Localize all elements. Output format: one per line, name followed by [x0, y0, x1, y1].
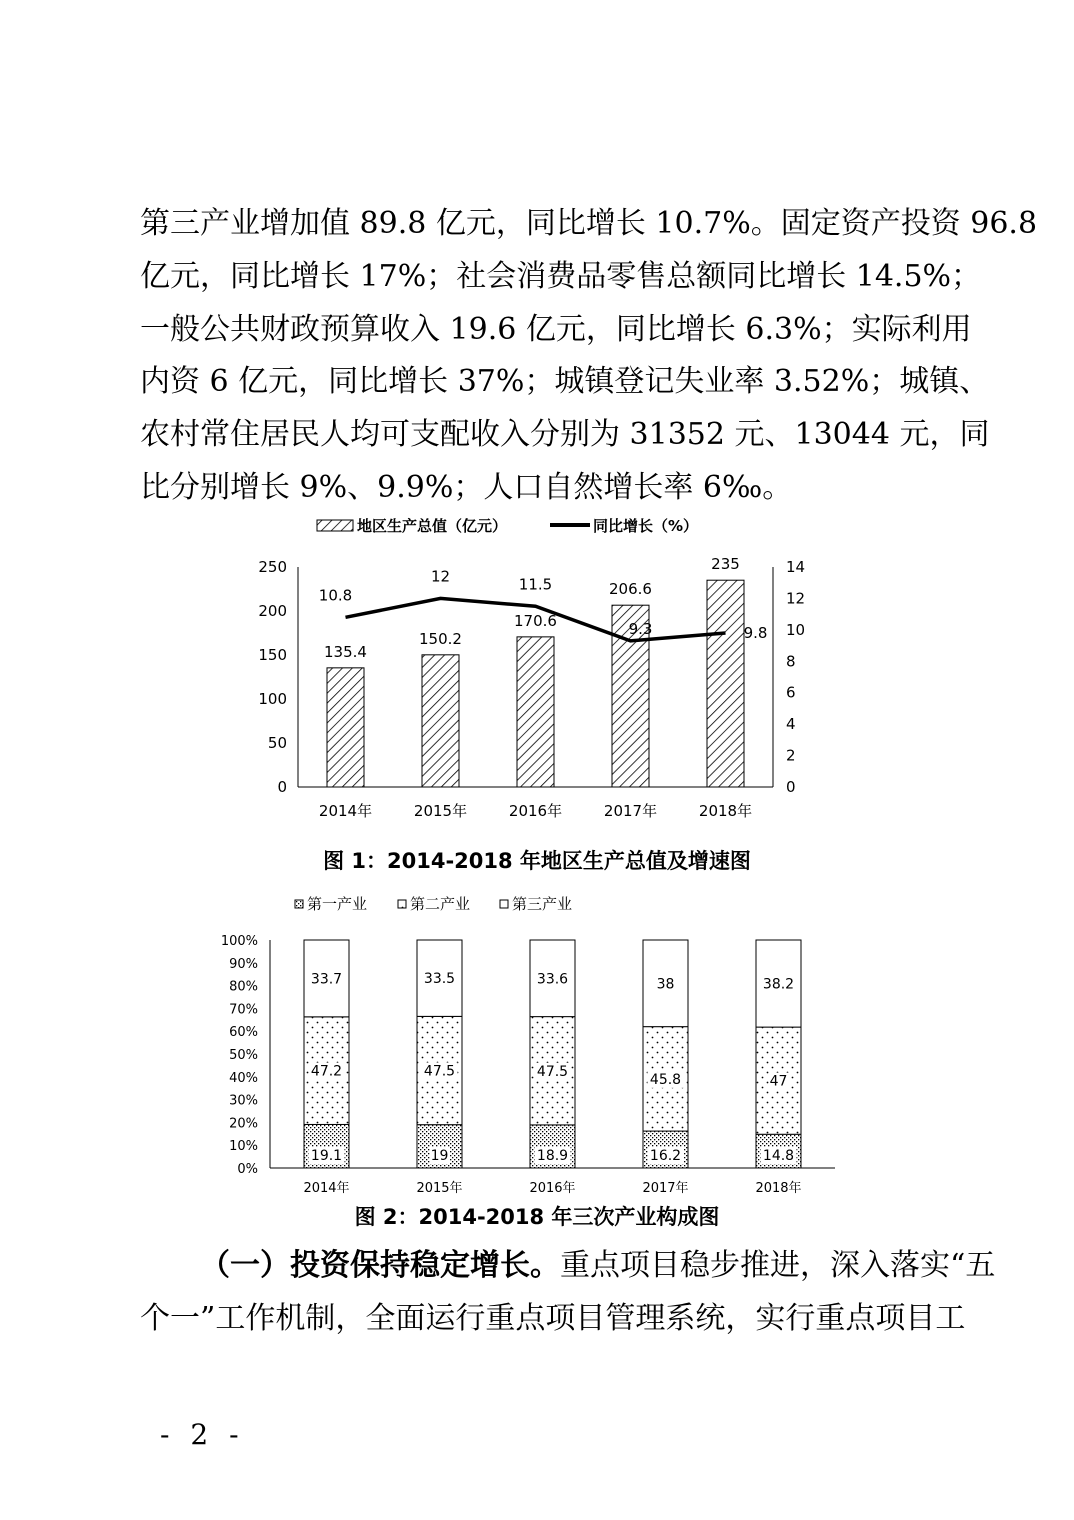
- right-tick-label: 4: [786, 715, 796, 734]
- segment-value-label: 33.6: [536, 971, 569, 988]
- x-tick-label: 2018年: [698, 802, 753, 820]
- legend-tertiary-label: 第三产业: [512, 895, 573, 913]
- x-tick-label: 2014年: [303, 1181, 350, 1196]
- y-tick-label: 60%: [229, 1025, 258, 1041]
- segment-value-label: 16.2: [649, 1148, 682, 1164]
- left-tick-label: 250: [258, 558, 287, 576]
- text-line: 内资 6 亿元，同比增长 37%；城镇登记失业率 3.52%；城镇、: [140, 364, 990, 400]
- segment-value-label: 47: [769, 1073, 788, 1090]
- y-tick-label: 80%: [229, 979, 258, 995]
- x-tick-label: 2016年: [508, 802, 563, 820]
- intro-paragraph: [140, 198, 1038, 515]
- y-tick-label: 20%: [229, 1116, 258, 1132]
- segment-value-label: 19: [430, 1148, 449, 1164]
- right-tick-label: 8: [786, 652, 796, 671]
- y-tick-label: 0%: [237, 1162, 258, 1177]
- growth-value-label: 11.5: [518, 575, 553, 594]
- gdp-value-label: 235: [711, 555, 740, 574]
- x-tick-label: 2016年: [529, 1181, 576, 1196]
- section-text: 重点项目稳步推进，深入落实“五: [560, 1248, 996, 1283]
- x-tick-label: 2018年: [755, 1181, 802, 1196]
- right-tick-label: 2: [786, 746, 796, 765]
- segment-value-label: 33.5: [423, 971, 456, 988]
- x-tick-label: 2017年: [603, 802, 658, 820]
- y-tick-label: 70%: [229, 1002, 258, 1018]
- gdp-bar: [327, 668, 364, 787]
- right-tick-label: 10: [786, 620, 806, 639]
- left-tick-label: 50: [267, 734, 287, 752]
- segment-value-label: 14.8: [762, 1148, 795, 1164]
- segment-value-label: 47.5: [423, 1063, 456, 1080]
- left-tick-label: 150: [258, 646, 287, 664]
- right-tick-label: 0: [786, 778, 796, 796]
- segment-value-label: 38: [656, 976, 675, 993]
- text-line: 个一”工作机制，全面运行重点项目管理系统，实行重点项目工: [140, 1300, 966, 1336]
- y-tick-label: 30%: [229, 1093, 258, 1109]
- y-tick-label: 100%: [220, 934, 258, 949]
- left-tick-label: 0: [277, 778, 287, 796]
- x-tick-label: 2015年: [416, 1181, 463, 1196]
- x-tick-label: 2015年: [413, 802, 468, 820]
- segment-value-label: 47.2: [310, 1063, 343, 1080]
- legend-growth-label: 同比增长（%）: [593, 517, 699, 535]
- gdp-bar: [707, 580, 744, 787]
- x-tick-label: 2014年: [318, 802, 373, 820]
- text-line: 比分别增长 9%、9.9%；人口自然增长率 6‰。: [140, 469, 793, 505]
- segment-value-label: 45.8: [649, 1071, 682, 1088]
- segment-value-label: 33.7: [310, 971, 343, 988]
- section-heading: （一）投资保持稳定增长。: [200, 1248, 560, 1283]
- text-line: [140, 1240, 996, 1293]
- page-number: - 2 -: [160, 1418, 245, 1451]
- y-tick-label: 90%: [229, 956, 258, 972]
- legend-tertiary-swatch: [500, 900, 508, 908]
- legend-gdp-label: 地区生产总值（亿元）: [357, 517, 508, 535]
- left-tick-label: 100: [258, 690, 287, 708]
- x-tick-label: 2017年: [642, 1181, 689, 1196]
- segment-value-label: 18.9: [536, 1148, 569, 1164]
- figure1-caption: 图 1：2014-2018 年地区生产总值及增速图: [323, 849, 751, 873]
- right-tick-label: 6: [786, 683, 796, 702]
- text-line: 第三产业增加值 89.8 亿元，同比增长 10.7%。固定资产投资 96.8: [140, 206, 1038, 241]
- growth-value-label: 10.8: [318, 586, 353, 605]
- growth-value-label: 9.8: [743, 624, 768, 642]
- growth-value-label: 12: [430, 567, 451, 586]
- gdp-value-label: 170.6: [514, 611, 557, 630]
- text-line: 一般公共财政预算收入 19.6 亿元，同比增长 6.3%；实际利用: [140, 311, 972, 347]
- segment-value-label: 47.5: [536, 1063, 569, 1080]
- gdp-value-label: 206.6: [609, 580, 652, 599]
- segment-value-label: 38.2: [762, 976, 795, 993]
- left-tick-label: 200: [258, 602, 287, 620]
- gdp-value-label: 150.2: [419, 629, 462, 648]
- figure2-caption: 图 2：2014-2018 年三次产业构成图: [354, 1205, 720, 1229]
- gdp-bar: [517, 637, 554, 787]
- legend-secondary-swatch: [398, 900, 406, 908]
- y-tick-label: 10%: [229, 1139, 258, 1155]
- segment-value-label: 19.1: [310, 1148, 343, 1164]
- y-tick-label: 50%: [229, 1048, 258, 1063]
- growth-value-label: 9.3: [628, 619, 653, 638]
- legend-secondary-label: 第二产业: [410, 895, 471, 913]
- text-line: 农村常住居民人均可支配收入分别为 31352 元、13044 元，同: [140, 417, 990, 453]
- right-tick-label: 12: [786, 589, 806, 608]
- gdp-bar: [422, 655, 459, 787]
- y-tick-label: 40%: [229, 1070, 258, 1086]
- right-tick-label: 14: [786, 558, 806, 576]
- gdp-value-label: 135.4: [324, 642, 367, 661]
- legend-primary-swatch: [295, 900, 303, 908]
- legend-primary-label: 第一产业: [307, 895, 368, 913]
- gdp-chart: [0, 505, 1074, 875]
- section-paragraph: [140, 1240, 996, 1346]
- industry-structure-chart: [0, 885, 1074, 1205]
- legend-hatch-swatch: [317, 520, 353, 531]
- text-line: 亿元，同比增长 17%；社会消费品零售总额同比增长 14.5%；: [140, 258, 982, 294]
